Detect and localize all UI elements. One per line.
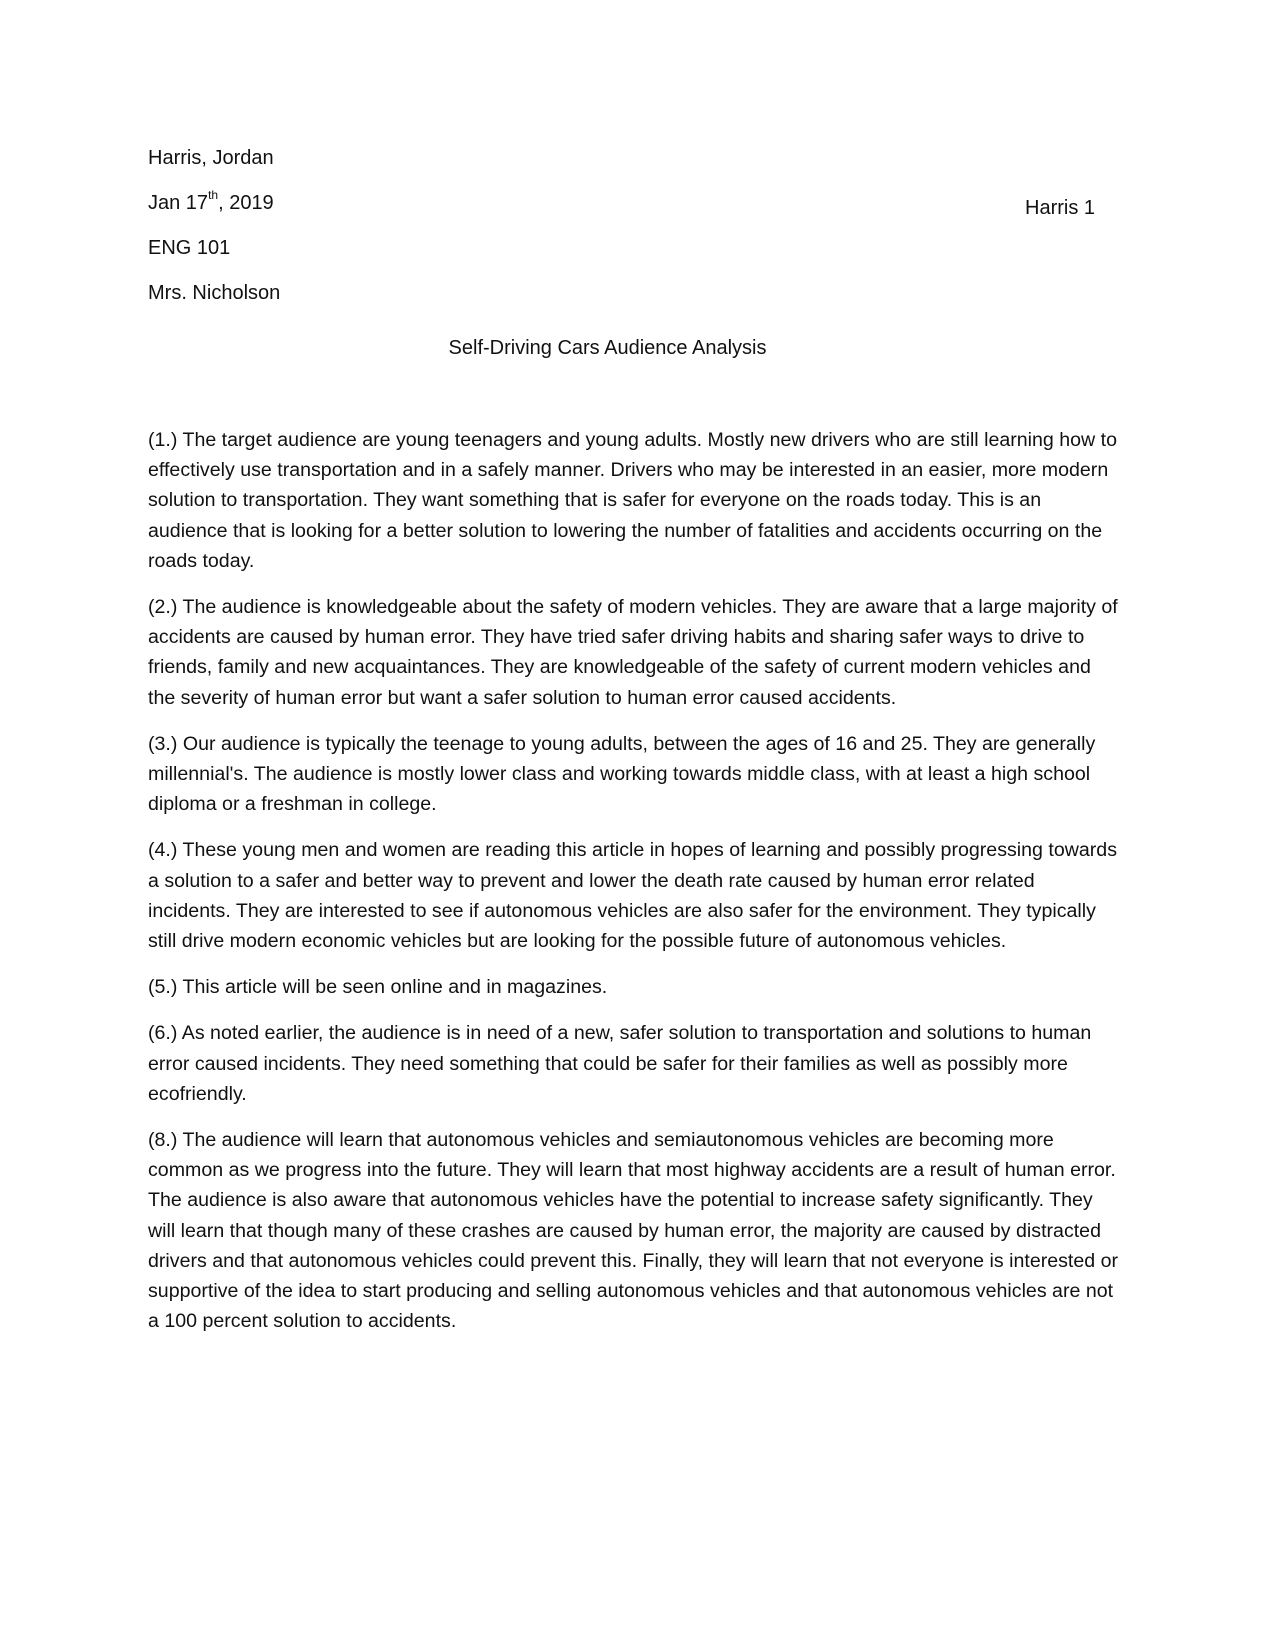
student-name: Harris, Jordan — [148, 147, 274, 169]
date-prefix: Jan 17 — [148, 192, 209, 214]
date-line — [148, 188, 274, 215]
date-suffix: , 2019 — [218, 192, 274, 214]
running-head: Harris 1 — [1025, 197, 1096, 219]
document-title: Self-Driving Cars Audience Analysis — [448, 337, 767, 359]
paragraph-4: (4.) These young men and women are reading this article in hopes of learning and possibly progressing towards a solution to a safer and better way to prevent and lower the death rate caused by human error related incidents. They are interested to see if autonomous vehicles are also safer for the environment. They typically still drive modern economic vehicles but are looking for the possible future of autonomous vehicles. — [148, 839, 1117, 953]
instructor-name: Mrs. Nicholson — [148, 282, 281, 304]
paragraph-5: (5.) This article will be seen online and in magazines. — [148, 976, 608, 999]
paragraph-3: (3.) Our audience is typically the teenage to young adults, between the ages of 16 and 25. They are generally millennial's. The audience is mostly lower class and working towards middle class, with at least a high school diploma or a freshman in college. — [148, 732, 1096, 816]
course-name: ENG 101 — [148, 237, 231, 259]
paragraph-8: (8.) The audience will learn that autonomous vehicles and semiautonomous vehicles are becoming more common as we progress into the future. They will learn that most highway accidents are a result of human error. The audience is also aware that autonomous vehicles have the potential to increase safety significantly. They will learn that though many of these crashes are caused by human error, the majority are caused by distracted drivers and that autonomous vehicles could prevent this. Finally, they will learn that not everyone is interested or supportive of the idea to start producing and selling autonomous vehicles and that autonomous vehicles are not a 100 percent solution to accidents. — [148, 1129, 1119, 1333]
paragraph-2: (2.) The audience is knowledgeable about the safety of modern vehicles. They are aware that a large majority of accidents are caused by human error. They have tried safer driving habits and sharing safer ways to drive to friends, family and new acquaintances. They are knowledgeable of the safety of current modern vehicles and the severity of human error but want a safer solution to human error caused accidents. — [148, 596, 1118, 709]
document-body — [148, 425, 1120, 1352]
paragraph-1: (1.) The target audience are young teenagers and young adults. Mostly new drivers who are still learning how to effectively use transportation and in a safely manner. Drivers who may be interested in an easier, more modern solution to transportation. They want something that is safer for everyone on the roads today. This is an audience that is looking for a better solution to lowering the number of fatalities and accidents occurring on the roads today. — [148, 429, 1117, 572]
paragraph-6: (6.) As noted earlier, the audience is in need of a new, safer solution to transportation and solutions to human error caused incidents. They need something that could be safer for their families as well as possibly more ecofriendly. — [148, 1022, 1092, 1105]
date-superscript: th — [208, 188, 219, 203]
